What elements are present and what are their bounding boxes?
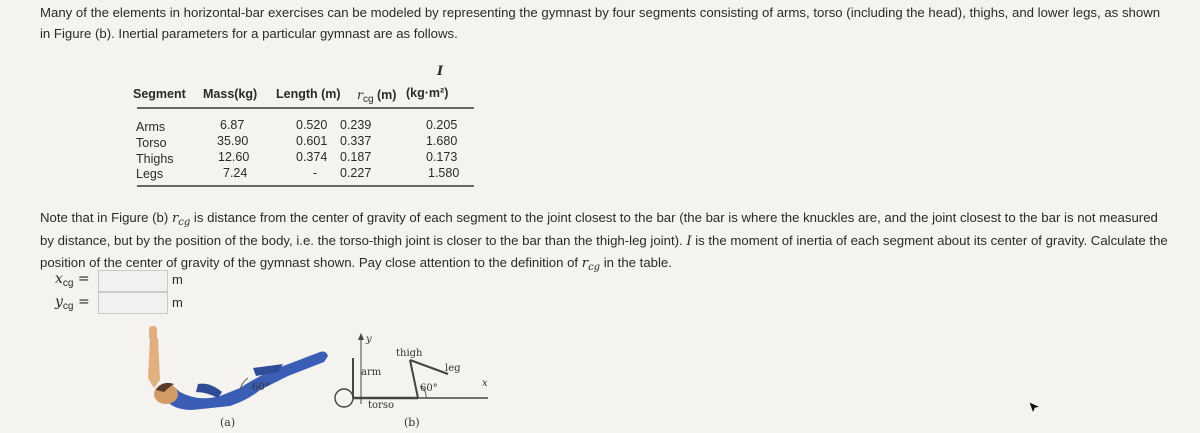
rcg-header-symbol: r [357, 87, 363, 102]
rcg-subscript-2: cg [588, 262, 601, 273]
figure-b-angle: 60° [420, 383, 438, 394]
figure-b-diagram [335, 333, 488, 429]
row-thighs-segment: Thighs [136, 152, 174, 166]
rcg-symbol-2 [582, 256, 600, 271]
gymnast-figures [148, 318, 508, 433]
row-torso-segment: Torso [136, 136, 167, 150]
table-bottom-rule [137, 185, 474, 187]
row-thighs-rcg: 0.187 [340, 150, 372, 164]
row-arms-rcg: 0.239 [340, 118, 372, 132]
row-torso-mass: 35.90 [217, 134, 249, 148]
row-arms-mass: 6.87 [220, 118, 245, 132]
figure-b-torso-label: torso [368, 400, 394, 411]
note-part-4: in the table. [600, 255, 672, 270]
row-thighs-length: 0.374 [296, 150, 328, 164]
inertia-symbol: I [686, 234, 692, 249]
table-top-rule [137, 107, 474, 109]
segment-header: Segment [133, 87, 186, 101]
note-part-2: is distance from the center of gravity of each segment to the joint closest to the bar (the bar is where the knuckles are, and the joint closest to the bar is not measured by distance, but by the position of the body, i.e. the torso-thigh joint is closer to the bar than the thigh-leg joint). [40, 210, 1158, 248]
row-thighs-inertia: 0.173 [426, 150, 458, 164]
rcg-symbol [172, 211, 190, 226]
figure-b-arm-label: arm [361, 367, 382, 378]
row-thighs-mass: 12.60 [218, 150, 250, 164]
ycg-y: y [55, 294, 63, 310]
xcg-unit: m [172, 272, 183, 287]
row-legs-mass: 7.24 [223, 166, 248, 180]
row-torso-length: 0.601 [296, 134, 328, 148]
figure-b-y-axis: y [366, 334, 372, 345]
rcg-header-unit: (m) [373, 88, 397, 102]
figure-b-caption: (b) [404, 416, 420, 429]
row-torso-rcg: 0.337 [340, 134, 372, 148]
rcg-header-subscript: cg [362, 94, 374, 105]
xcg-x: x [55, 271, 63, 287]
figure-b-thigh-label: thigh [396, 348, 423, 359]
row-torso-inertia: 1.680 [426, 134, 458, 148]
figure-b-x-axis: x [482, 378, 488, 389]
ycg-label [55, 294, 90, 310]
problem-intro-text: Many of the elements in horizontal-bar exercises can be modeled by representing the gymnast by four segments consisting of arms, torso (including the head), thighs, and lower legs, as shown in Figure (b). Inertial parameters for a particular gymnast are as follows. [40, 5, 1161, 41]
note-part-1: Note that in Figure (b) [40, 210, 172, 225]
row-arms-inertia: 0.205 [426, 118, 458, 132]
xcg-label [55, 271, 90, 287]
row-arms-length: 0.520 [296, 118, 328, 132]
mass-header: Mass(kg) [203, 87, 258, 101]
rcg-subscript: cg [178, 217, 191, 228]
inertia-header-unit: (kg·m²) [406, 86, 449, 100]
rcg-r: r [171, 211, 179, 226]
ycg-unit: m [172, 295, 183, 310]
instructions-text [40, 207, 1170, 275]
figure-a-angle: 60° [252, 382, 270, 393]
rcg-header [357, 87, 397, 105]
inertia-header-symbol: I [437, 64, 444, 79]
mouse-pointer-icon [1028, 401, 1042, 415]
xcg-equals: = [77, 271, 90, 287]
ycg-equals: = [77, 294, 90, 310]
figure-a-gymnast [148, 326, 328, 429]
ycg-input[interactable] [98, 292, 168, 314]
xcg-input[interactable] [98, 270, 168, 292]
row-legs-segment: Legs [136, 167, 164, 181]
row-legs-inertia: 1.580 [428, 166, 460, 180]
row-legs-length: - [313, 166, 318, 180]
note-part-3: is the moment of inertia of each segment about its center of gravity. Calculate the position of the center of gravity of the gymnast shown. Pay close attention to the definition of [40, 233, 1168, 270]
ycg-subscript: cg [62, 301, 74, 312]
rcg-r-2: r [581, 256, 589, 271]
row-legs-rcg: 0.227 [340, 166, 372, 180]
xcg-subscript: cg [62, 278, 74, 289]
length-header: Length (m) [276, 87, 341, 101]
figure-b-leg-label: leg [445, 363, 461, 374]
row-arms-segment: Arms [136, 120, 166, 134]
figure-a-caption: (a) [220, 416, 236, 429]
